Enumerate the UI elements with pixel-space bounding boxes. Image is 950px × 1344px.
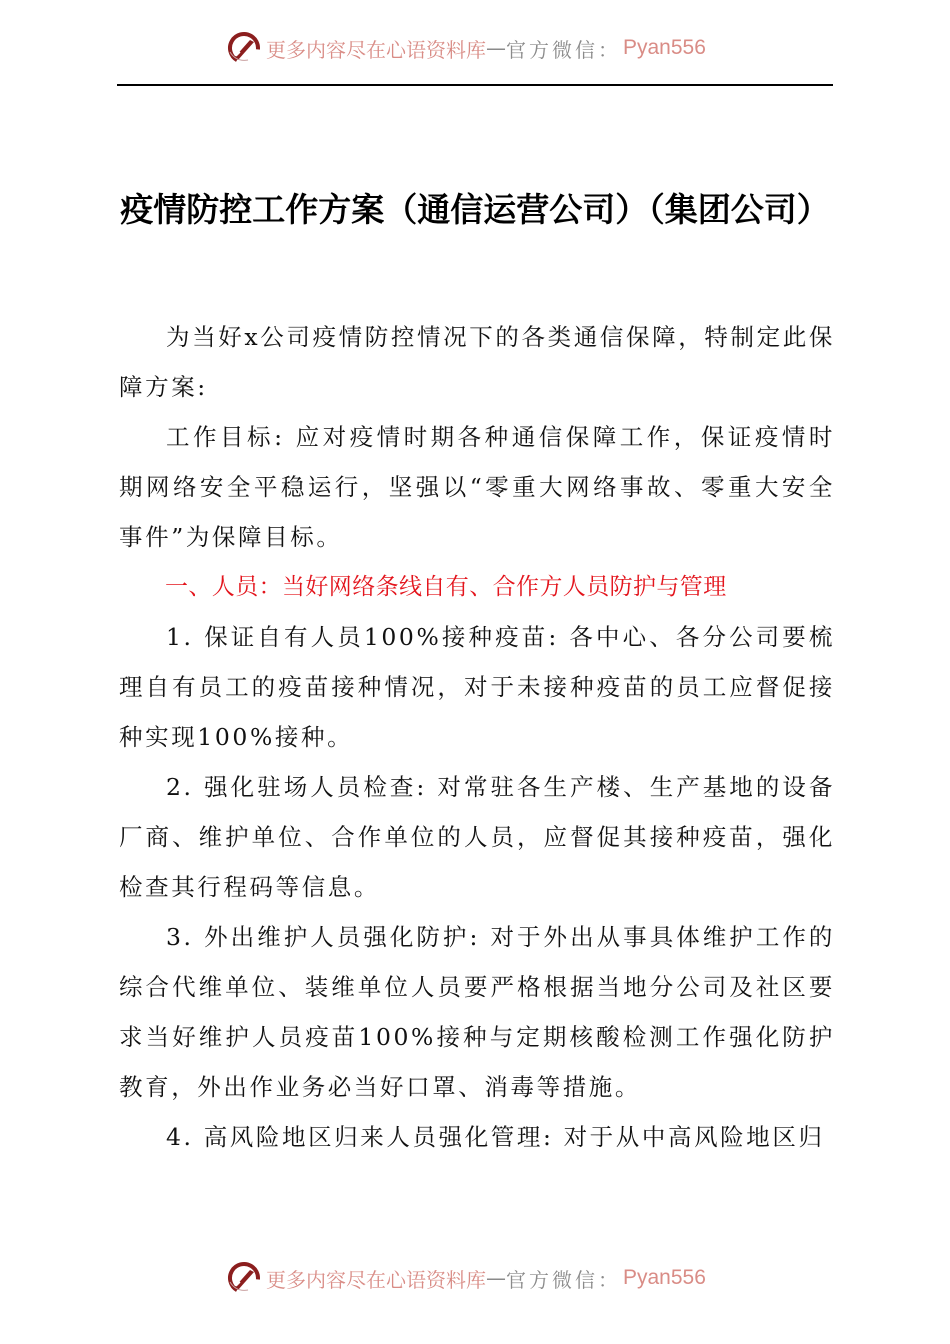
list-item: 4. 高风险地区归来人员强化管理: 对于从中高风险地区归 (166, 1123, 825, 1151)
intro-paragraph: 为当好x公司疫情防控情况下的各类通信保障，特制定此保障方案: (119, 323, 835, 401)
watermark-site-text: 更多内容尽在心语资料库 (266, 37, 486, 62)
section-heading: 一、人员：当好网络条线自有、合作方人员防护与管理 (165, 574, 727, 600)
list-item: 3. 外出维护人员强化防护: 对于外出从事具体维护工作的综合代维单位、装维单位人员要严格根据当地分公司及社区要求当好维护人员疫苗100%接种与定期核酸检测工作强化防护教育，外出作业务必当好口罩、消毒等措施。 (119, 923, 835, 1101)
watermark-wechat-id: Pyan556 (623, 36, 706, 59)
watermark-site-text: 更多内容尽在心语资料库 (266, 1267, 486, 1292)
document-title: 疫情防控工作方案（通信运营公司）（集团公司） (120, 190, 830, 229)
watermark-wechat-label: 官方微信： (506, 1267, 621, 1292)
watermark-wechat-id: Pyan556 (623, 1266, 706, 1289)
header-watermark (226, 28, 706, 68)
watermark-dash: — (486, 36, 506, 60)
goal-paragraph: 工作目标: 应对疫情时期各种通信保障工作，保证疫情时期网络安全平稳运行，坚强以“零重大网络事故、零重大安全事件”为保障目标。 (119, 423, 835, 551)
document-body (119, 312, 835, 1162)
header-divider (117, 84, 833, 86)
quill-pen-logo-icon (226, 30, 262, 66)
quill-pen-logo-icon (226, 1260, 262, 1296)
footer-watermark (226, 1258, 706, 1298)
list-item: 1. 保证自有人员100%接种疫苗: 各中心、各分公司要梳理自有员工的疫苗接种情况，对于未接种疫苗的员工应督促接种实现100%接种。 (119, 623, 835, 751)
watermark-wechat-label: 官方微信： (506, 37, 621, 62)
watermark-dash: — (486, 1266, 506, 1290)
list-item: 2. 强化驻场人员检查: 对常驻各生产楼、生产基地的设备厂商、维护单位、合作单位的人员，应督促其接种疫苗，强化检查其行程码等信息。 (119, 773, 835, 901)
